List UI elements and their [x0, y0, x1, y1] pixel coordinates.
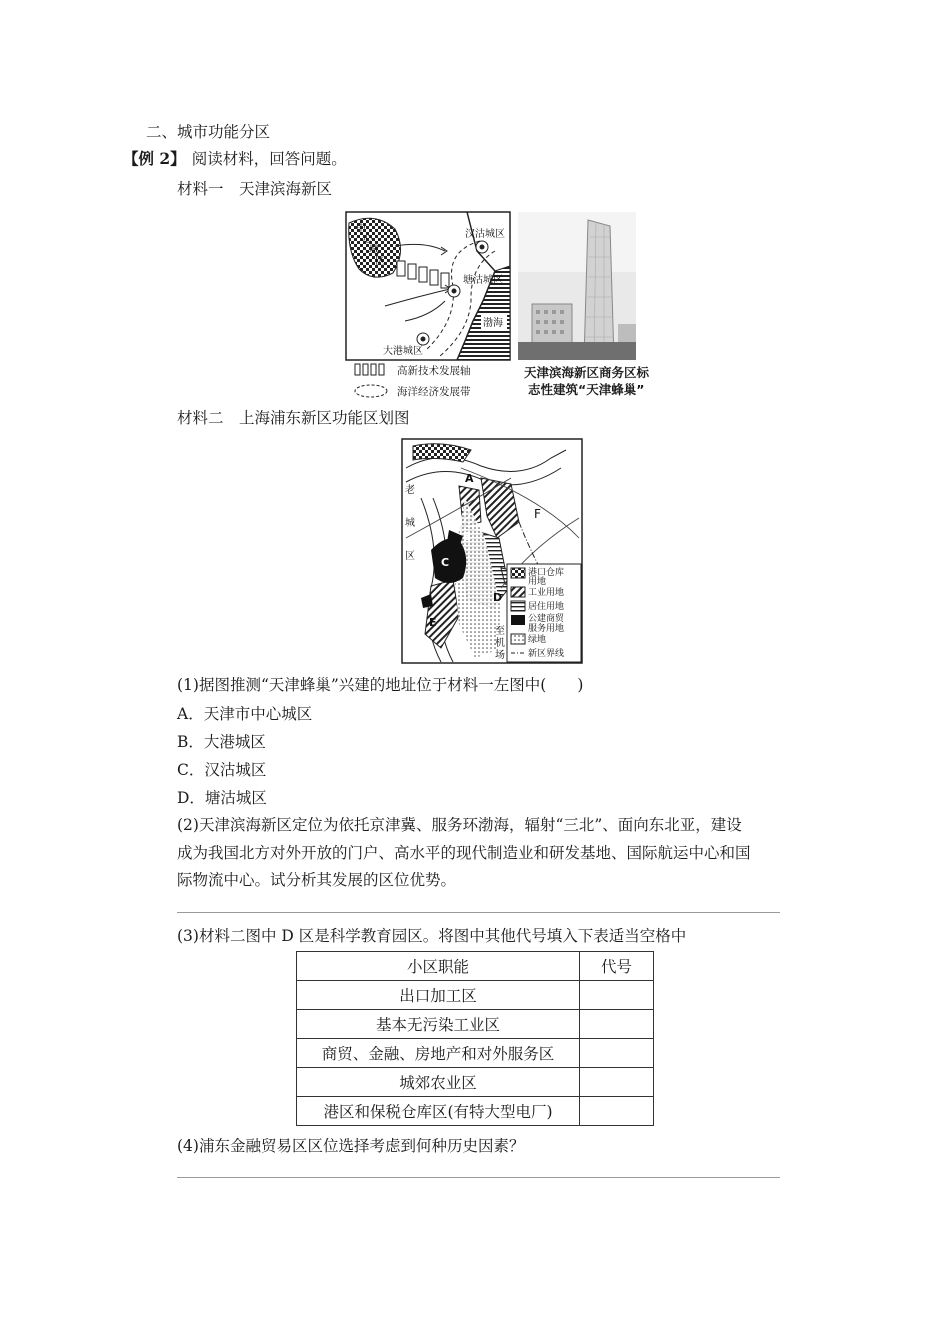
airport-label-1: 至 — [495, 626, 505, 637]
q1-stem: (1)据图推测“天津蜂巢”兴建的地址位于材料一左图中( ) — [177, 676, 584, 694]
q2-line-1: (2)天津滨海新区定位为依托京津冀、服务环渤海，辐射“三北”、面向东北亚，建设 — [177, 816, 742, 834]
table-cell-code[interactable] — [580, 1097, 654, 1126]
table-cell-function: 城郊农业区 — [297, 1068, 580, 1097]
legend-ocean-belt: 海洋经济发展带 — [397, 386, 471, 398]
map-label-bohai: 渤海 — [483, 318, 503, 329]
q4-stem: (4)浦东金融贸易区区位选择考虑到何种历史因素？ — [177, 1137, 525, 1155]
q1-option-a: A．天津市中心城区 — [177, 705, 313, 723]
table-cell-function: 港区和保税仓库区(有特大型电厂) — [297, 1097, 580, 1126]
q3-stem: (3)材料二图中 D 区是科学教育园区。将图中其他代号填入下表适当空格中 — [177, 927, 687, 945]
map-label-center-3: 城 — [369, 245, 379, 256]
material2-title: 材料二 上海浦东新区功能区划图 — [177, 409, 410, 427]
table-cell-code[interactable] — [580, 1039, 654, 1068]
zone-label-c: C — [441, 556, 450, 569]
legend-green: 绿地 — [528, 635, 547, 645]
q1-option-d: D．塘沽城区 — [177, 789, 267, 807]
airport-label-3: 场 — [495, 650, 505, 661]
table-row — [297, 981, 654, 1010]
table-row — [297, 1010, 654, 1039]
old-city-label-1: 老 — [405, 485, 415, 496]
table-row — [297, 1097, 654, 1126]
table-header-row — [297, 952, 654, 981]
q2-line-3: 际物流中心。试分析其发展的区位优势。 — [177, 871, 457, 889]
legend-industrial: 工业用地 — [528, 588, 565, 598]
photo-caption-1: 天津滨海新区商务区标 — [524, 365, 650, 380]
table-cell-code[interactable] — [580, 1068, 654, 1097]
airport-label-2: 机 — [495, 638, 505, 649]
example-heading — [123, 148, 347, 170]
q1-option-c: C．汉沽城区 — [177, 761, 267, 779]
zone-label-f: F — [534, 507, 541, 521]
photo-caption-2: 志性建筑“天津蜂巢” — [528, 382, 645, 397]
table-cell-function: 基本无污染工业区 — [297, 1010, 580, 1039]
q3-table — [296, 951, 654, 1126]
map-label-center-1: 中 — [356, 223, 366, 234]
map-label-dagang: 大港城区 — [383, 346, 423, 357]
legend-residential: 居住用地 — [528, 602, 565, 612]
example-prompt: 阅读材料，回答问题。 — [191, 150, 347, 168]
table-header-code: 代号 — [580, 952, 654, 981]
legend-port-1: 港口仓库 — [528, 568, 565, 578]
map-label-center-2: 心 — [363, 234, 373, 245]
zone-label-a: A — [465, 472, 474, 485]
legend-boundary: 新区界线 — [528, 649, 565, 659]
legend-commercial-1: 公建商贸 — [528, 614, 565, 624]
tianjin-binhai-map — [345, 211, 511, 361]
old-city-label-2: 城 — [405, 518, 415, 529]
example-label: 【例 2】 — [123, 149, 186, 168]
pudong-function-map — [401, 438, 583, 664]
map-label-hangu: 汉沽城区 — [465, 229, 505, 240]
tianjin-beehive-photo — [518, 212, 636, 360]
old-city-label-3: 区 — [405, 551, 415, 562]
table-header-function: 小区职能 — [297, 952, 580, 981]
table-row — [297, 1039, 654, 1068]
answer-line-q2 — [177, 912, 780, 913]
table-cell-function: 出口加工区 — [297, 981, 580, 1010]
q1-option-b: B．大港城区 — [177, 733, 266, 751]
table-row — [297, 1068, 654, 1097]
section-title: 二、城市功能分区 — [146, 123, 271, 141]
zone-label-b: B — [463, 530, 472, 543]
map-label-tanggu: 塘沽城区 — [463, 275, 503, 286]
map-label-center-4: 区 — [375, 256, 385, 267]
q2-line-2: 成为我国北方对外开放的门户、高水平的现代制造业和研发基地、国际航运中心和国 — [177, 844, 751, 862]
tianjin-map-legend — [353, 362, 513, 400]
table-cell-function: 商贸、金融、房地产和对外服务区 — [297, 1039, 580, 1068]
material1-title: 材料一 天津滨海新区 — [177, 180, 333, 198]
answer-line-q4 — [177, 1177, 780, 1178]
legend-commercial-2: 服务用地 — [528, 624, 565, 634]
legend-tech-axis: 高新技术发展轴 — [397, 365, 471, 377]
table-cell-code[interactable] — [580, 1010, 654, 1039]
zone-label-e: E — [429, 616, 437, 629]
table-cell-code[interactable] — [580, 981, 654, 1010]
legend-port-2: 用地 — [528, 577, 547, 587]
zone-label-d: D — [493, 591, 503, 604]
